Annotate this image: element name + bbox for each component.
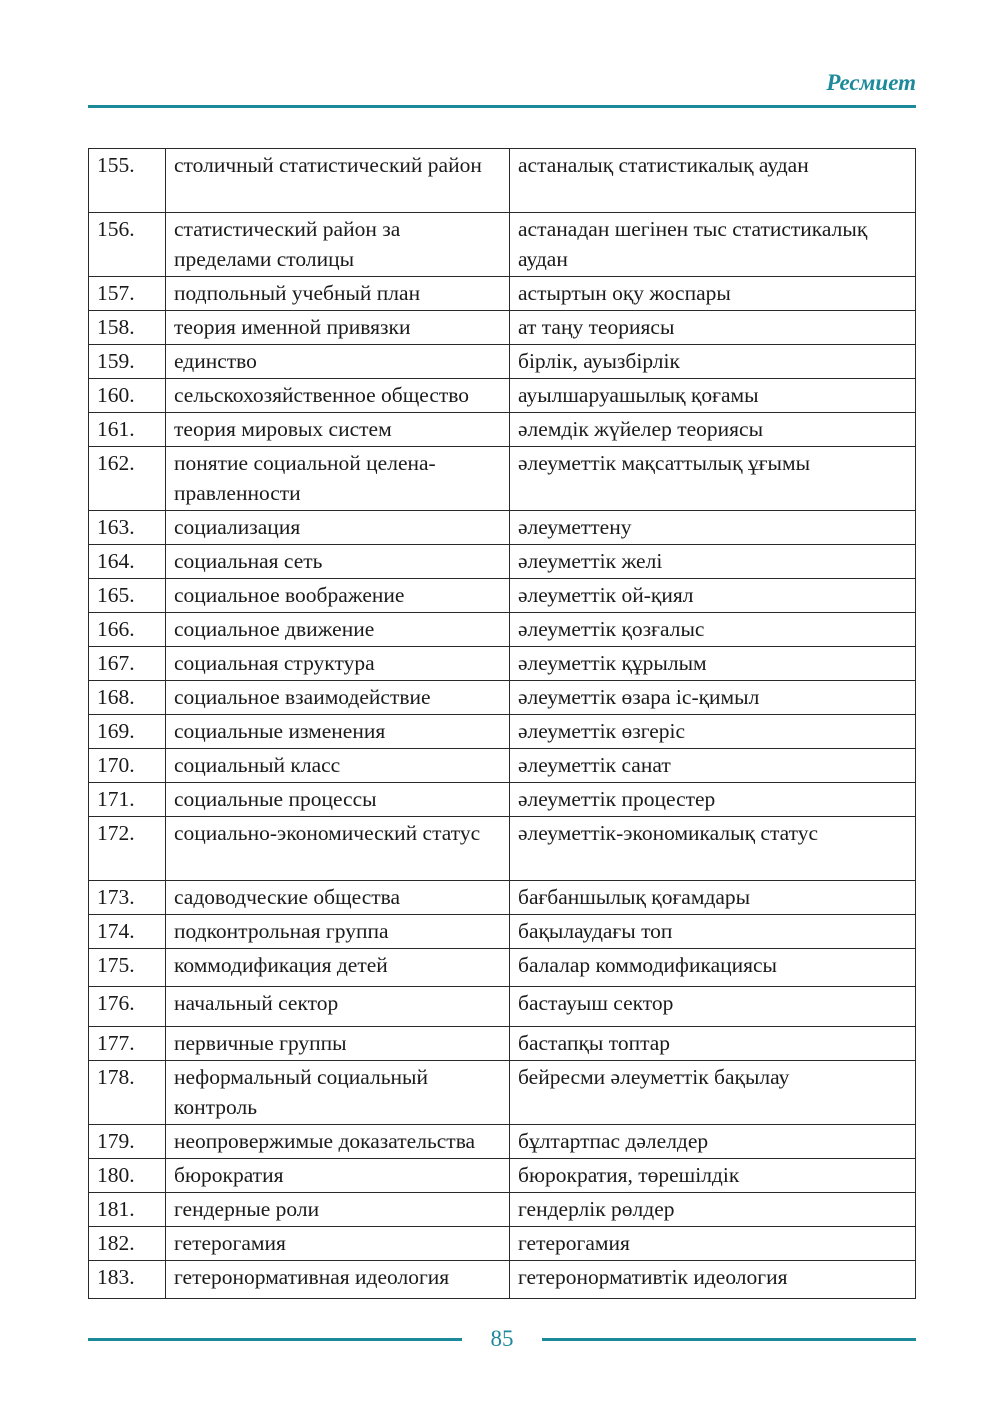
russian-term-cell: неформальный социальный контроль <box>166 1061 510 1125</box>
table-row <box>89 413 916 447</box>
russian-term-cell: социально-экономический статус <box>166 817 510 881</box>
kazakh-term-cell: гетеронормативтік идеология <box>510 1261 916 1299</box>
russian-term-cell: подконтрольная группа <box>166 915 510 949</box>
term-number-cell: 181. <box>89 1193 166 1227</box>
kazakh-term-cell: әлеуметтік-экономикалық статус <box>510 817 916 881</box>
glossary-table-container <box>88 148 916 1299</box>
russian-term-cell: социальное воображение <box>166 579 510 613</box>
term-number-cell: 177. <box>89 1027 166 1061</box>
term-number-cell: 166. <box>89 613 166 647</box>
table-row <box>89 749 916 783</box>
term-number-cell: 169. <box>89 715 166 749</box>
term-number-cell: 179. <box>89 1125 166 1159</box>
table-row <box>89 1125 916 1159</box>
header-rule <box>88 105 916 108</box>
kazakh-term-cell: әлеуметтік өзара іс-қимыл <box>510 681 916 715</box>
kazakh-term-cell: әлеуметтік желі <box>510 545 916 579</box>
term-number-cell: 159. <box>89 345 166 379</box>
russian-term-cell: теория мировых систем <box>166 413 510 447</box>
table-row <box>89 1261 916 1299</box>
table-row <box>89 277 916 311</box>
table-row <box>89 817 916 881</box>
kazakh-term-cell: бірлік, ауызбірлік <box>510 345 916 379</box>
russian-term-cell: единство <box>166 345 510 379</box>
term-number-cell: 173. <box>89 881 166 915</box>
term-number-cell: 164. <box>89 545 166 579</box>
table-row <box>89 1227 916 1261</box>
term-number-cell: 178. <box>89 1061 166 1125</box>
footer-rule-right <box>542 1338 916 1341</box>
russian-term-cell: социальные процессы <box>166 783 510 817</box>
term-number-cell: 163. <box>89 511 166 545</box>
kazakh-term-cell: әлеуметтік ой-қиял <box>510 579 916 613</box>
term-number-cell: 157. <box>89 277 166 311</box>
russian-term-cell: теория именной привязки <box>166 311 510 345</box>
page-number: 85 <box>490 1326 514 1351</box>
russian-term-cell: социальная структура <box>166 647 510 681</box>
table-row <box>89 881 916 915</box>
kazakh-term-cell: бақылаудағы топ <box>510 915 916 949</box>
kazakh-term-cell: бұлтартпас дәлелдер <box>510 1125 916 1159</box>
term-number-cell: 183. <box>89 1261 166 1299</box>
term-number-cell: 171. <box>89 783 166 817</box>
table-row <box>89 613 916 647</box>
russian-term-cell: гендерные роли <box>166 1193 510 1227</box>
russian-term-cell: социальное движение <box>166 613 510 647</box>
term-number-cell: 182. <box>89 1227 166 1261</box>
russian-term-cell: сельскохозяйственное общество <box>166 379 510 413</box>
table-row <box>89 311 916 345</box>
term-number-cell: 156. <box>89 213 166 277</box>
term-number-cell: 174. <box>89 915 166 949</box>
table-row <box>89 1027 916 1061</box>
table-row <box>89 447 916 511</box>
kazakh-term-cell: астаналық статистикалық аудан <box>510 149 916 213</box>
table-row <box>89 949 916 987</box>
kazakh-term-cell: бюрократия, төрешілдік <box>510 1159 916 1193</box>
russian-term-cell: бюрократия <box>166 1159 510 1193</box>
term-number-cell: 170. <box>89 749 166 783</box>
russian-term-cell: социальное взаимодействие <box>166 681 510 715</box>
kazakh-term-cell: әлеуметтену <box>510 511 916 545</box>
glossary-table-body <box>89 149 916 1299</box>
table-row <box>89 987 916 1027</box>
russian-term-cell: социальный класс <box>166 749 510 783</box>
kazakh-term-cell: әлеуметтік құрылым <box>510 647 916 681</box>
term-number-cell: 155. <box>89 149 166 213</box>
table-row <box>89 647 916 681</box>
term-number-cell: 172. <box>89 817 166 881</box>
kazakh-term-cell: бағбаншылық қоғамдары <box>510 881 916 915</box>
kazakh-term-cell: гендерлік рөлдер <box>510 1193 916 1227</box>
term-number-cell: 161. <box>89 413 166 447</box>
term-number-cell: 160. <box>89 379 166 413</box>
table-row <box>89 149 916 213</box>
table-row <box>89 579 916 613</box>
kazakh-term-cell: ауылшаруашылық қоғамы <box>510 379 916 413</box>
russian-term-cell: понятие социальной целена-правленности <box>166 447 510 511</box>
table-row <box>89 1159 916 1193</box>
table-row <box>89 681 916 715</box>
glossary-table <box>88 148 916 1299</box>
kazakh-term-cell: әлеуметтік процестер <box>510 783 916 817</box>
kazakh-term-cell: бейресми әлеуметтік бақылау <box>510 1061 916 1125</box>
russian-term-cell: социализация <box>166 511 510 545</box>
term-number-cell: 158. <box>89 311 166 345</box>
kazakh-term-cell: әлеуметтік өзгеріс <box>510 715 916 749</box>
kazakh-term-cell: астыртын оқу жоспары <box>510 277 916 311</box>
kazakh-term-cell: әлеуметтік қозғалыс <box>510 613 916 647</box>
kazakh-term-cell: бастапқы топтар <box>510 1027 916 1061</box>
table-row <box>89 213 916 277</box>
russian-term-cell: подпольный учебный план <box>166 277 510 311</box>
kazakh-term-cell: гетерогамия <box>510 1227 916 1261</box>
russian-term-cell: социальная сеть <box>166 545 510 579</box>
table-row <box>89 715 916 749</box>
term-number-cell: 175. <box>89 949 166 987</box>
russian-term-cell: первичные группы <box>166 1027 510 1061</box>
term-number-cell: 167. <box>89 647 166 681</box>
kazakh-term-cell: ат таңу теориясы <box>510 311 916 345</box>
kazakh-term-cell: балалар коммодификациясы <box>510 949 916 987</box>
russian-term-cell: столичный статистический район <box>166 149 510 213</box>
russian-term-cell: неопровержимые доказательства <box>166 1125 510 1159</box>
footer-rule-left <box>88 1338 462 1341</box>
kazakh-term-cell: әлемдік жүйелер теориясы <box>510 413 916 447</box>
term-number-cell: 176. <box>89 987 166 1027</box>
russian-term-cell: гетеронормативная идеология <box>166 1261 510 1299</box>
russian-term-cell: статистический район за пределами столицы <box>166 213 510 277</box>
running-header-title: Ресмиет <box>826 70 916 95</box>
russian-term-cell: коммодификация детей <box>166 949 510 987</box>
kazakh-term-cell: әлеуметтік санат <box>510 749 916 783</box>
russian-term-cell: социальные изменения <box>166 715 510 749</box>
table-row <box>89 1061 916 1125</box>
kazakh-term-cell: бастауыш сектор <box>510 987 916 1027</box>
table-row <box>89 915 916 949</box>
table-row <box>89 345 916 379</box>
term-number-cell: 162. <box>89 447 166 511</box>
russian-term-cell: садоводческие общества <box>166 881 510 915</box>
term-number-cell: 180. <box>89 1159 166 1193</box>
table-row <box>89 379 916 413</box>
kazakh-term-cell: әлеуметтік мақсаттылық ұғымы <box>510 447 916 511</box>
russian-term-cell: начальный сектор <box>166 987 510 1027</box>
table-row <box>89 783 916 817</box>
term-number-cell: 165. <box>89 579 166 613</box>
russian-term-cell: гетерогамия <box>166 1227 510 1261</box>
term-number-cell: 168. <box>89 681 166 715</box>
table-row <box>89 511 916 545</box>
kazakh-term-cell: астанадан шегінен тыс статистикалық аудан <box>510 213 916 277</box>
table-row <box>89 545 916 579</box>
table-row <box>89 1193 916 1227</box>
